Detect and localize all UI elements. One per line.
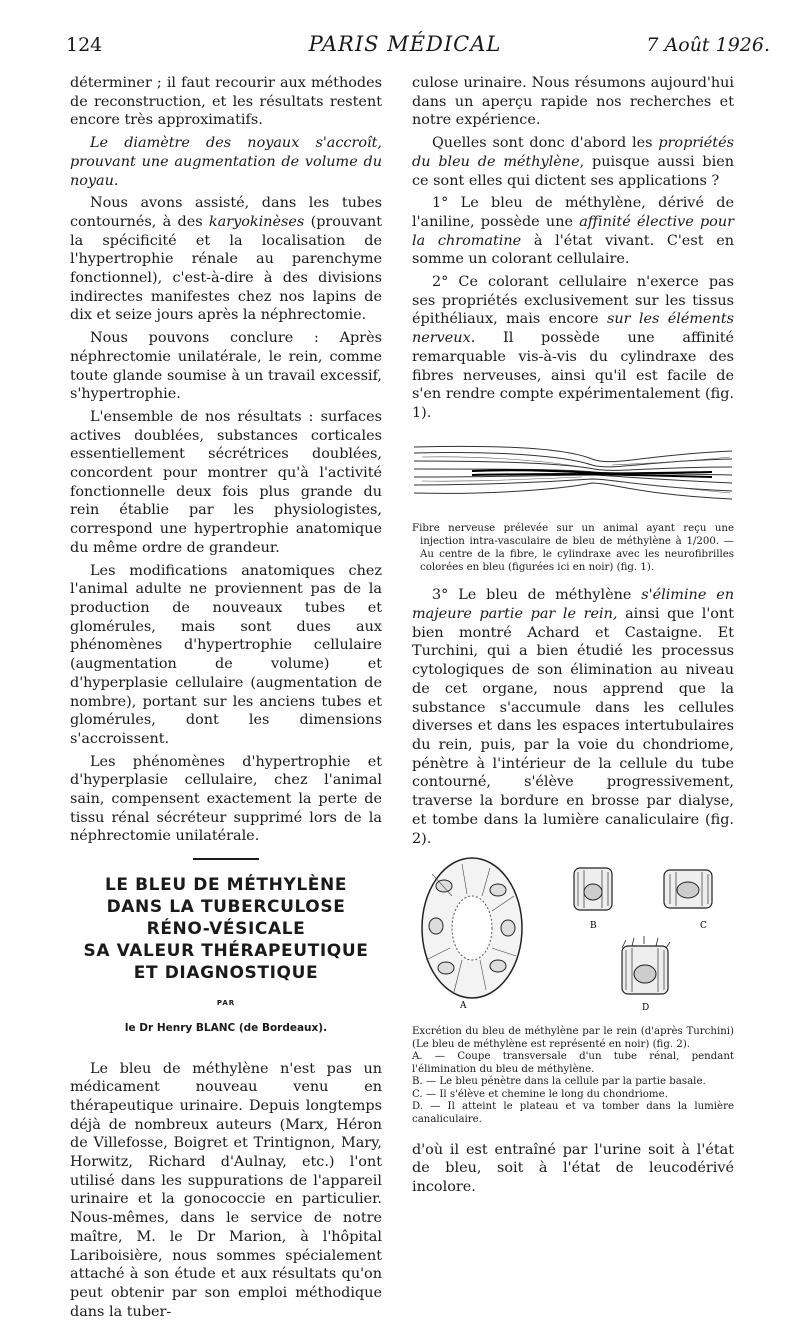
figure-1-nerve-fiber (412, 433, 734, 519)
nerve-fiber-illustration (412, 433, 734, 513)
paragraph: Le diamètre des noyaux s'accroît, prouvant une augmentation de volume du noyau. (70, 135, 382, 189)
paragraph: 3° Le bleu de méthylène s'élimine en majeure partie par le rein, ainsi que l'ont bien montré Achard et Castaigne. Et Turchini, qui a bien étudié les processus cytologiques de son élimination au niveau de cet organe, nous apprend que la substance s'accumule dans les cellules diverses et dans les espaces intertubulaires du rein, puis, par la voie du chondriome, pénètre à l'intérieur de la cellule du tube contourné, s'élève progressivement, traverse la bordure en brosse par dialyse, et tombe dans la lumière canaliculaire (fig. 2). (412, 587, 734, 847)
panel-b-cell (574, 868, 612, 931)
panel-d-cell (622, 936, 670, 1013)
section-divider (193, 858, 259, 860)
kidney-tubule-illustration (412, 856, 734, 1016)
figure-2-caption: Excrétion du bleu de méthylène par le rein (d'après Turchini) (Le bleu de méthylène est représenté en noir) (fig. 2). A. — Coupe transversale d'un tube rénal, pendant l'élimination du bleu de méthylène. B. — Le bleu pénètre dans la cellule par la partie basale. C. — Il s'élève et chemine le long du chondriome. D. — Il atteint le plateau et va tomber dans la lumière canaliculaire. (412, 1025, 734, 1126)
journal-title: PARIS MÉDICAL (308, 32, 502, 56)
panel-a-tubule-section (422, 858, 522, 1011)
svg-text:A: A (460, 1001, 467, 1012)
issue-date: 7 Août 1926. (646, 34, 770, 56)
paragraph: déterminer ; il faut recourir aux méthodes de reconstruction, et les résultats restent encore très approximatifs. (70, 75, 382, 129)
figure-1-caption: Fibre nerveuse prélevée sur un animal ayant reçu une injection intra-vasculaire de bleu de méthylène à 1/200. — Au centre de la fibre, le cylindraxe avec les neurofibrilles colorées en bleu (figurées ici en noir) (fig. 1). (412, 523, 734, 574)
svg-text:C: C (700, 921, 707, 932)
paragraph: 2° Ce colorant cellulaire n'exerce pas ses propriétés exclusivement sur les tissus épithéliaux, mais encore sur les éléments nerveux. Il possède une affinité remarquable vis-à-vis du cylindraxe des fibres nerveuses, ainsi qu'il est facile de s'en rendre compte expérimentalement (fig. 1). (412, 274, 734, 421)
figure-2-kidney-tubule (412, 856, 734, 1022)
paragraph: Les phénomènes d'hypertrophie et d'hyperplasie cellulaire, chez l'animal sain, compensent exactement la perte de tissu rénal sécréteur supprimé lors de la néphrectomie unilatérale. (70, 753, 382, 845)
paragraph: Les modifications anatomiques chez l'animal adulte ne proviennent pas de la production de nouveaux tubes et glomérules, mais sont dues aux phénomènes d'hypertrophie cellulaire (augmentation de volume) et d'hyperplasie cellulaire (augmentation de nombre), portant sur les anciens tubes et glomérules, dont les dimensions s'accroissent. (70, 562, 382, 747)
right-column (412, 74, 734, 1201)
paragraph: d'où il est entraîné par l'urine soit à l'état de bleu, soit à l'état de leucodérivé incolore. (412, 1141, 734, 1196)
page-number: 124 (66, 34, 103, 56)
paragraph: 1° Le bleu de méthylène, dérivé de l'aniline, possède une affinité élective pour la chromatine à l'état vivant. C'est en somme un colorant cellulaire. (412, 195, 734, 268)
paragraph: Nous pouvons conclure : Après néphrectomie unilatérale, le rein, comme toute glande soumise à un travail excessif, s'hypertrophie. (70, 330, 382, 403)
paragraph: Quelles sont donc d'abord les propriétés du bleu de méthylène, puisque aussi bien ce sont elles qui dictent ses applications ? (412, 135, 734, 189)
author-byline: le Dr Henry BLANC (de Bordeaux). (124, 1021, 328, 1034)
page-header (40, 28, 770, 64)
svg-text:D: D (642, 1003, 650, 1014)
paragraph: L'ensemble de nos résultats : surfaces actives doublées, substances corticales essentiellement sécrétrices doublées, concordent pour montrer qu'à l'activité fonctionnelle deux fois plus grande du rein établie par les physiologistes, correspond une hypertrophie anatomique du même ordre de grandeur. (70, 408, 382, 556)
paragraph: Le bleu de méthylène n'est pas un médicament nouveau venu en thérapeutique urinaire. Depuis longtemps déjà de nombreux auteurs (Marx, Héron de Villefosse, Boigret et Trintignon, Mary, Horwitz, Richard d'Aulnay, etc.) l'ont utilisé dans les suppurations de l'appareil urinaire et la gonococcie en particulier. Nous-mêmes, dans le service de notre maître, M. le Dr Marion, à l'hôpital Lariboisière, nous sommes spécialement attaché à son étude et aux résultats qu'on peut obtenir par son emploi méthodique dans la tuber- (70, 1060, 382, 1320)
paragraph: Nous avons assisté, dans les tubes contournés, à des karyokinèses (prouvant la spécificité et la localisation de l'hypertrophie rénale au parenchyme fonctionnel), c'est-à-dire à des divisions indirectes manifestes chez nos lapins de dix et seize jours après la néphrectomie. (70, 195, 382, 324)
panel-c-cell (664, 870, 712, 931)
article-title: LE BLEU DE MÉTHYLÈNE DANS LA TUBERCULOSE RÉNO-VÉSICALE SA VALEUR THÉRAPEUTIQUE ET DIAGNOSTIQUE (83, 875, 369, 984)
left-column (70, 74, 382, 1325)
svg-text:B: B (590, 921, 597, 932)
byline-par: PAR (216, 999, 236, 1008)
paragraph: culose urinaire. Nous résumons aujourd'hui dans un aperçu rapide nos recherches et notre expérience. (412, 75, 734, 129)
